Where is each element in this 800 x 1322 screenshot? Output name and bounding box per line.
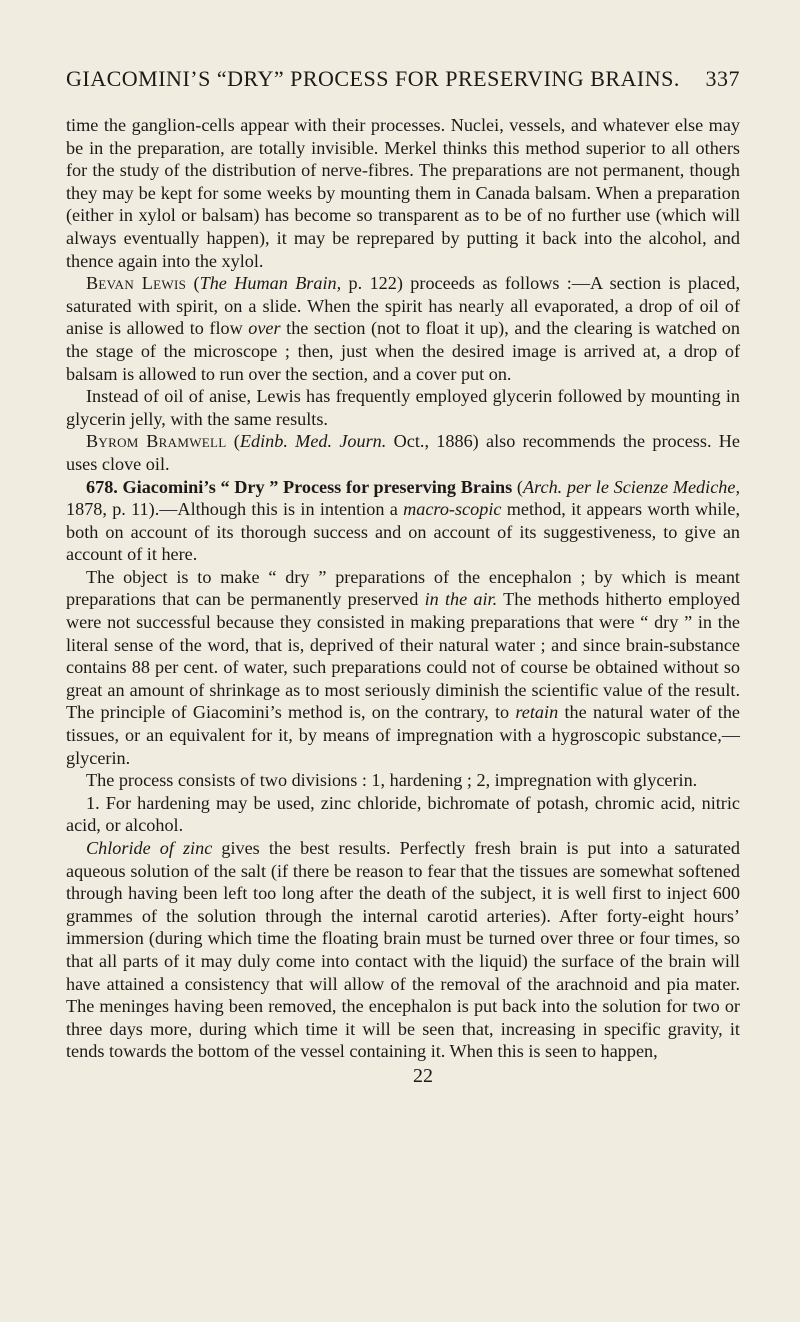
text-run: Oct., 1886) also recommends the process. He uses clove oil. <box>66 431 741 474</box>
text-run: Instead of oil of anise, Lewis has frequently employed glycerin followed by mounting in glycerin jelly, with the same results. <box>66 386 740 429</box>
paragraph-p3 <box>66 385 740 430</box>
paragraph-p5 <box>66 476 740 566</box>
body-text <box>66 114 740 1063</box>
paragraph-p7 <box>66 769 740 792</box>
italic-text: macro-scopic <box>403 499 502 520</box>
text-run: the section (not to float it up), and the clearing is watched on the stage of the microscope ; then, just when the desired image is arrived at, a drop of balsam is allowed to run over the section, and a cover put on. <box>66 318 740 384</box>
page-number: 337 <box>705 66 740 91</box>
italic-text: The Human Brain, <box>199 273 342 294</box>
text-run: method, it appears worth while, both on account of its thorough success and on account of its suggestiveness, to give an account of it here. <box>66 499 740 565</box>
text-run: The methods hitherto employed were not successful because they consisted in making preparations that were “ dry ” in the literal sense of the word, that is, deprived of their natural water ; and since brain-substance contains 88 per cent. of water, such preparations could not of course be obtained without so great an amount of shrinkage as to most seriously diminish the scientific value of the result. The principle of Giacomini’s method is, on the contrary, to <box>66 589 740 723</box>
section-heading: 678. Giacomini’s “ Dry ” Process for preserving Brains <box>86 476 513 497</box>
italic-text: Chloride of zinc <box>86 838 213 858</box>
text-run: 1878, p. 11).—Although this is in intention a <box>66 499 404 520</box>
signature-mark: 22 <box>413 1064 433 1087</box>
running-head-title: GIACOMINI’S “DRY” PROCESS FOR PRESERVING BRAINS. <box>66 66 680 91</box>
paragraph-p9 <box>66 837 740 1063</box>
paragraph-p4 <box>66 430 740 475</box>
italic-text: over <box>248 318 281 339</box>
italic-text: in the air. <box>424 589 498 610</box>
text-run: The object is to make “ dry ” preparations of the encephalon ; by which is meant preparations that can be permanently preserved <box>66 566 740 610</box>
italic-text: Edinb. Med. Journ. <box>239 431 387 452</box>
text-run: 1. For hardening may be used, zinc chloride, bichromate of potash, chromic acid, nitric acid, or alcohol. <box>66 792 740 836</box>
italic-text: retain <box>515 702 559 723</box>
paragraph-p8 <box>66 792 740 837</box>
author-name: Byrom Bramwell <box>86 431 227 452</box>
paragraph-p6 <box>66 566 740 769</box>
paragraph-p1 <box>66 114 740 272</box>
text-run: p. 122) proceeds as follows :—A section is placed, saturated with spirit, on a slide. When the spirit has nearly all evaporated, a drop of oil of anise is allowed to flow <box>66 273 740 339</box>
text-run: gives the best results. Perfectly fresh brain is put into a saturated aqueous solution of the salt (if there be reason to fear that the tissues are somewhat softened through having been left too long after the death of the subject, it is well first to inject 600 grammes of the solution through the internal carotid arteries). After forty-eight hours’ immersion (during which time the floating brain must be turned over three or four times, so that all parts of it may duly come into contact with the liquid) the surface of the brain will have attained a consistency that will allow of the removal of the arachnoid and pia mater. The meninges having been removed, the encephalon is put back into the solution for two or three days more, during which time it will be seen that, increasing in specific gravity, it tends towards the bottom of the vessel containing it. When this is seen to happen, <box>66 838 740 1062</box>
text-run: ( <box>226 431 240 452</box>
text-run: the natural water of the tissues, or an equivalent for it, by means of impregnation with a hygroscopic substance,—glycerin. <box>66 702 740 768</box>
text-run: The process consists of two divisions : 1, hardening ; 2, impregnation with glycerin. <box>86 770 698 791</box>
text-run: ( <box>186 273 200 294</box>
paragraph-p2 <box>66 272 740 385</box>
text-run: ( <box>512 476 523 497</box>
text-run: time the ganglion-cells appear with their processes. Nuclei, vessels, and whatever else may be in the preparation, are totally invisible. Merkel thinks this method superior to all others for the study of the distribution of nerve-fibres. The preparations are not permanent, though they may be kept for some weeks by mounting them in Canada balsam. When a preparation (either in xylol or balsam) has become so transparent as to be of no further use (which will always eventually happen), it may be reprepared by putting it back into the alcohol, and thence again into the xylol. <box>66 115 740 271</box>
author-name: Bevan Lewis <box>86 273 187 294</box>
italic-text: Arch. per le Scienze Mediche, <box>522 476 740 497</box>
running-head <box>66 66 740 92</box>
